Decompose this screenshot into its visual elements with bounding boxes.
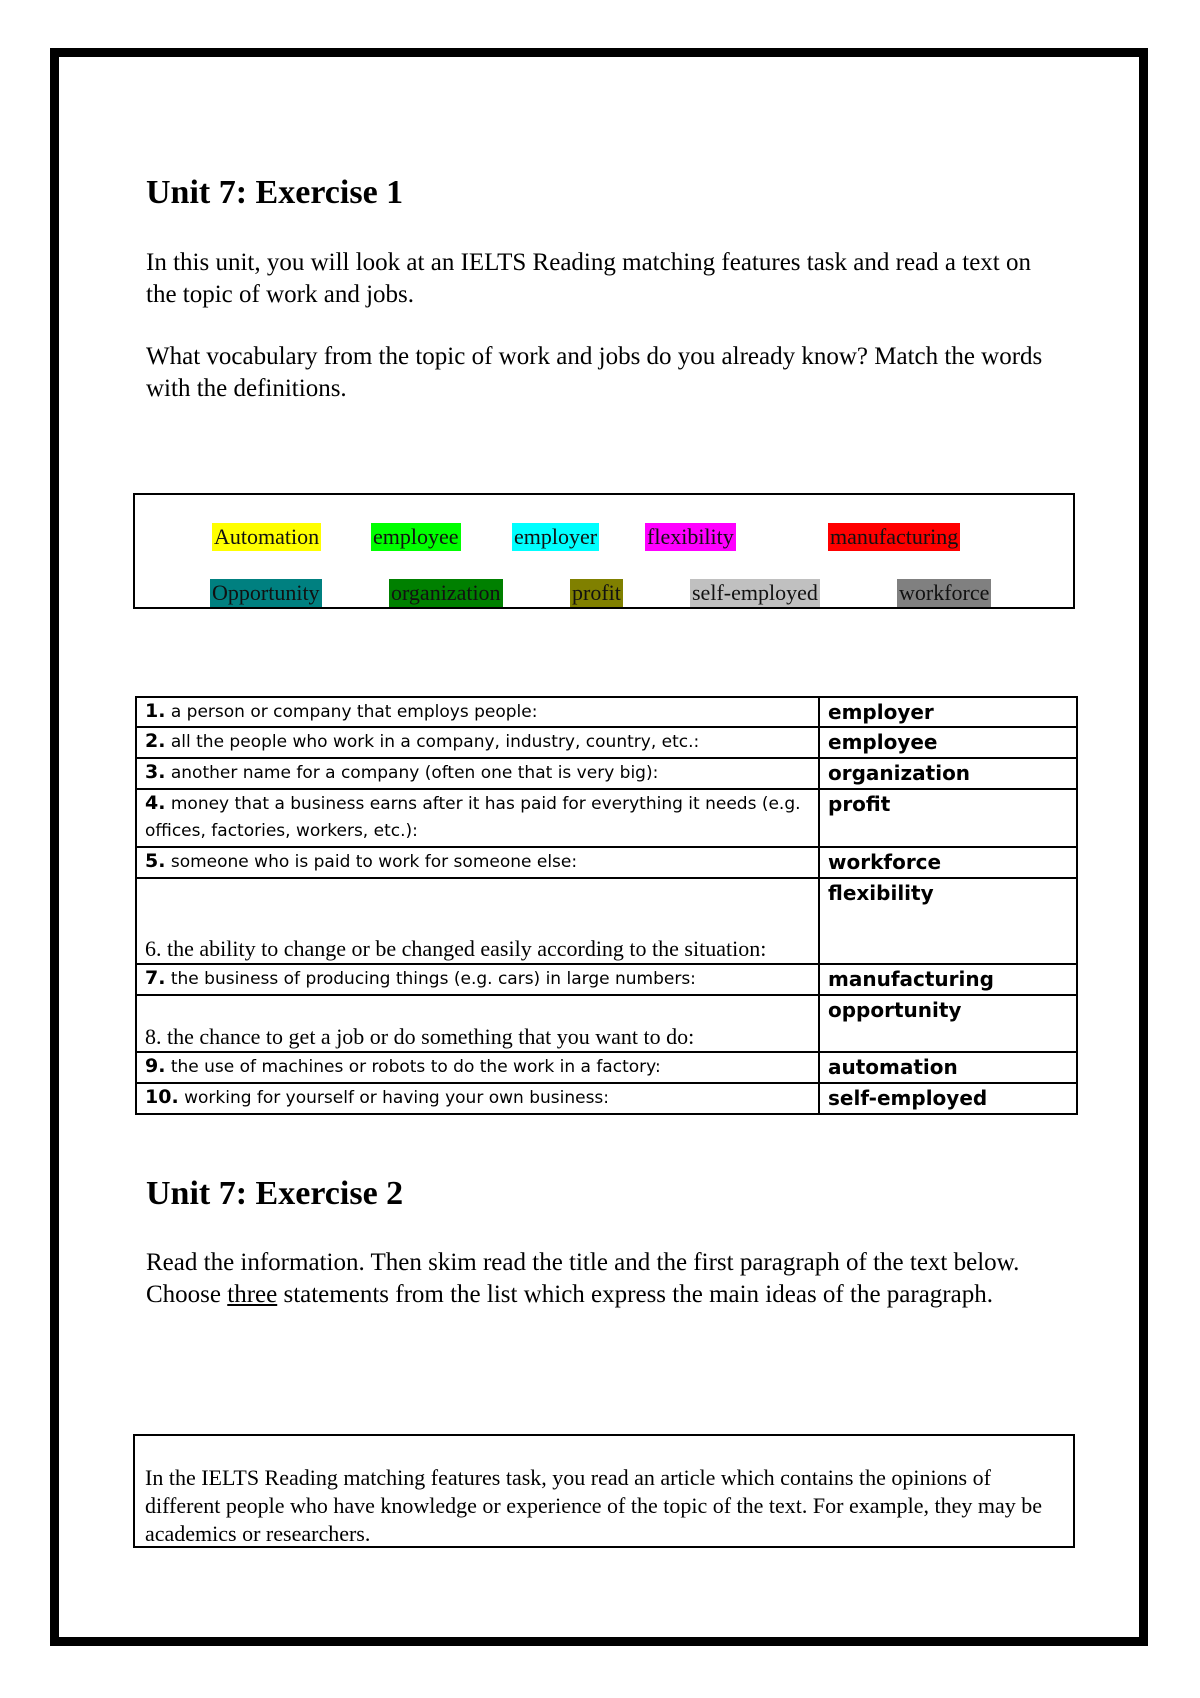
definition-cell: 7. the business of producing things (e.g. cars) in large numbers: — [136, 964, 819, 995]
info-box: In the IELTS Reading matching features task, you read an article which contains the opinions of different people who have knowledge or experience of the topic of the text. For example, they may be academics or researchers. — [133, 1434, 1075, 1548]
table-row — [136, 995, 1077, 1052]
table-row — [136, 1052, 1077, 1083]
definition-cell: 2. all the people who work in a company, industry, country, etc.: — [136, 727, 819, 758]
definition-cell: 9. the use of machines or robots to do the work in a factory: — [136, 1052, 819, 1083]
table-row — [136, 878, 1077, 964]
table-row — [136, 964, 1077, 995]
definitions-table — [135, 696, 1078, 1115]
answer-cell: organization — [819, 758, 1077, 789]
word-chip-employer: employer — [514, 524, 598, 549]
answer-cell: opportunity — [819, 995, 1077, 1052]
table-row — [136, 758, 1077, 789]
word-chip-flexibility: flexibility — [647, 524, 734, 549]
exercise2-instruction: Read the information. Then skim read the title and the first paragraph of the text below. Choose three statements from the list which express the main ideas of the paragraph. — [146, 1249, 1020, 1308]
definition-cell: 4. money that a business earns after it has paid for everything it needs (e.g. offices, factories, workers, etc.): — [136, 789, 819, 847]
answer-cell: automation — [819, 1052, 1077, 1083]
answer-cell: workforce — [819, 847, 1077, 878]
exercise1-question: What vocabulary from the topic of work and jobs do you already know? Match the words with the definitions. — [146, 343, 1043, 402]
answer-cell: self-employed — [819, 1083, 1077, 1114]
exercise1-title: Unit 7: Exercise 1 — [146, 174, 404, 211]
word-chip-organization: organization — [391, 580, 501, 605]
word-bank — [133, 493, 1075, 609]
table-row — [136, 847, 1077, 878]
definition-cell: 10. working for yourself or having your own business: — [136, 1083, 819, 1114]
answer-cell: flexibility — [819, 878, 1077, 964]
definition-cell: 8. the chance to get a job or do something that you want to do: — [136, 995, 819, 1052]
word-chip-workforce: workforce — [899, 580, 990, 605]
table-row — [136, 697, 1077, 727]
definition-cell: 1. a person or company that employs people: — [136, 697, 819, 727]
word-chip-manufacturing: manufacturing — [830, 524, 959, 549]
definition-cell: 6. the ability to change or be changed easily according to the situation: — [136, 878, 819, 964]
definition-cell: 5. someone who is paid to work for someone else: — [136, 847, 819, 878]
exercise1-intro: In this unit, you will look at an IELTS Reading matching features task and read a text on the topic of work and jobs. — [146, 249, 1031, 308]
underlined-word: three — [227, 1281, 278, 1308]
table-row — [136, 789, 1077, 847]
definition-cell: 3. another name for a company (often one that is very big): — [136, 758, 819, 789]
word-chip-profit: profit — [572, 580, 621, 605]
answer-cell: manufacturing — [819, 964, 1077, 995]
table-row — [136, 1083, 1077, 1114]
answer-cell: profit — [819, 789, 1077, 847]
word-chip-employee: employee — [373, 524, 459, 549]
exercise2-title: Unit 7: Exercise 2 — [146, 1175, 404, 1212]
answer-cell: employee — [819, 727, 1077, 758]
word-chip-opportunity: Opportunity — [212, 580, 320, 605]
word-chip-automation: Automation — [214, 524, 320, 549]
answer-cell: employer — [819, 697, 1077, 727]
word-chip-self-employed: self-employed — [692, 580, 818, 605]
table-row — [136, 727, 1077, 758]
